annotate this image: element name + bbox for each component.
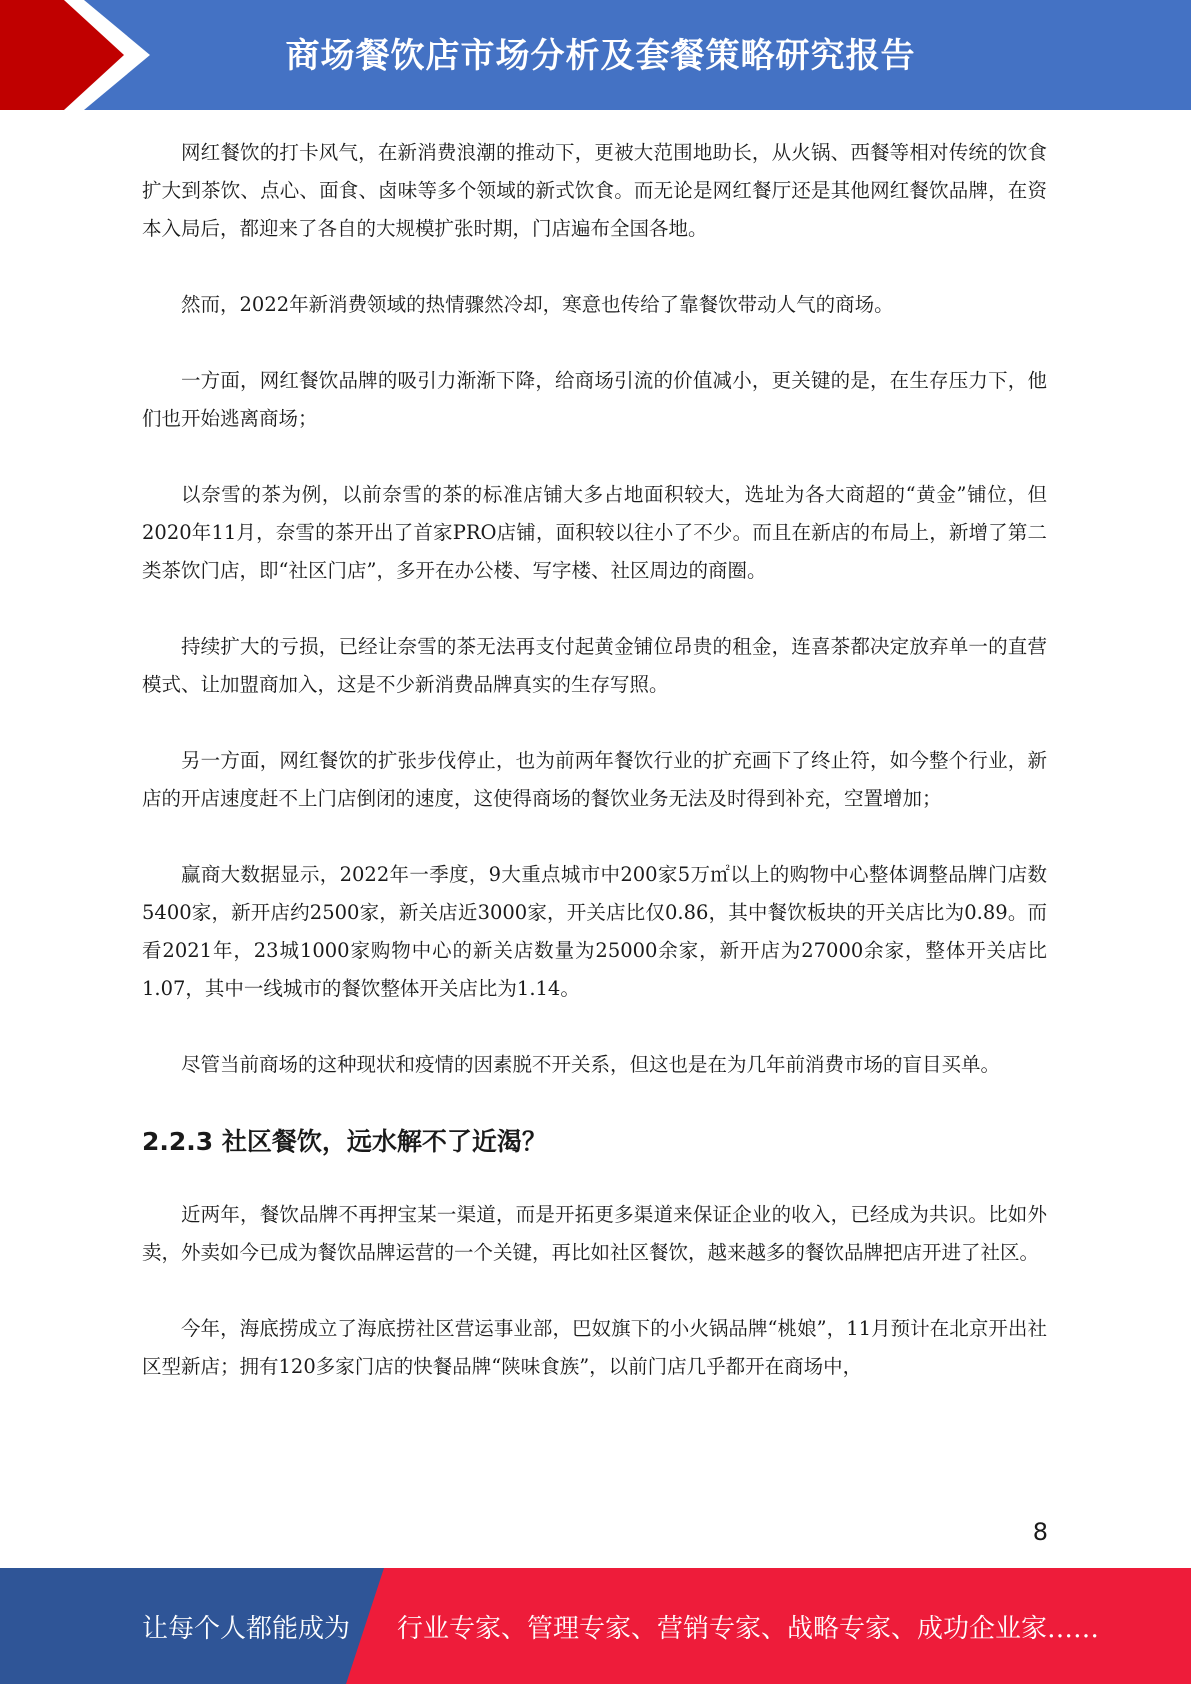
body-paragraph: 然而，2022年新消费领域的热情骤然冷却，寒意也传给了靠餐饮带动人气的商场。 bbox=[181, 293, 894, 316]
body-paragraph: 以奈雪的茶为例，以前奈雪的茶的标准店铺大多占地面积较大，选址为各大商超的“黄金”铺位，但2020年11月，奈雪的茶开出了首家PRO店铺，面积较以往小了不少。而且在新店的布局上，新增了第二类茶饮门店，即“社区门店”，多开在办公楼、写字楼、社区周边的商圈。 bbox=[142, 483, 1047, 582]
page-header bbox=[0, 0, 1191, 110]
footer-slogan-left: 让每个人都能成为 bbox=[142, 1613, 351, 1644]
body-paragraph: 赢商大数据显示，2022年一季度，9大重点城市中200家5万㎡以上的购物中心整体调整品牌门店数5400家，新开店约2500家，新关店近3000家，开关店比仅0.86，其中餐饮板块的开关店比为0.89。而看2021年，23城1000家购物中心的新关店数量为25000余家，新开店为27000余家，整体开关店比1.07，其中一线城市的餐饮整体开关店比为1.14。 bbox=[142, 863, 1047, 1000]
body-paragraph: 持续扩大的亏损，已经让奈雪的茶无法再支付起黄金铺位昂贵的租金，连喜茶都决定放弃单一的直营模式、让加盟商加入，这是不少新消费品牌真实的生存写照。 bbox=[142, 635, 1047, 696]
main-content bbox=[142, 134, 1047, 1424]
section-paragraph: 近两年，餐饮品牌不再押宝某一渠道，而是开拓更多渠道来保证企业的收入，已经成为共识。比如外卖，外卖如今已成为餐饮品牌运营的一个关键，再比如社区餐饮，越来越多的餐饮品牌把店开进了社区。 bbox=[142, 1203, 1047, 1264]
footer-slogan-right: 行业专家、管理专家、营销专家、战略专家、成功企业家…… bbox=[397, 1613, 1100, 1644]
body-paragraph: 一方面，网红餐饮品牌的吸引力渐渐下降，给商场引流的价值减小，更关键的是，在生存压力下，他们也开始逃离商场； bbox=[142, 369, 1047, 430]
page-footer bbox=[0, 1568, 1191, 1684]
body-paragraph: 尽管当前商场的这种现状和疫情的因素脱不开关系，但这也是在为几年前消费市场的盲目买单。 bbox=[181, 1053, 1001, 1076]
page-number: 8 bbox=[1032, 1518, 1048, 1546]
body-paragraph: 另一方面，网红餐饮的扩张步伐停止，也为前两年餐饮行业的扩充画下了终止符，如今整个行业，新店的开店速度赶不上门店倒闭的速度，这使得商场的餐饮业务无法及时得到补充，空置增加； bbox=[142, 749, 1047, 810]
section-paragraph: 今年，海底捞成立了海底捞社区营运事业部，巴奴旗下的小火锅品牌“桃娘”，11月预计在北京开出社区型新店；拥有120多家门店的快餐品牌“陕味食族”，以前门店几乎都开在商场中， bbox=[142, 1317, 1047, 1378]
body-paragraph: 网红餐饮的打卡风气，在新消费浪潮的推动下，更被大范围地助长，从火锅、西餐等相对传统的饮食扩大到茶饮、点心、面食、卤味等多个领域的新式饮食。而无论是网红餐厅还是其他网红餐饮品牌，在资本入局后，都迎来了各自的大规模扩张时期，门店遍布全国各地。 bbox=[142, 141, 1047, 240]
document-title: 商场餐饮店市场分析及套餐策略研究报告 bbox=[285, 35, 916, 76]
section-heading: 2.2.3 社区餐饮，远水解不了近渴？ bbox=[142, 1127, 547, 1156]
